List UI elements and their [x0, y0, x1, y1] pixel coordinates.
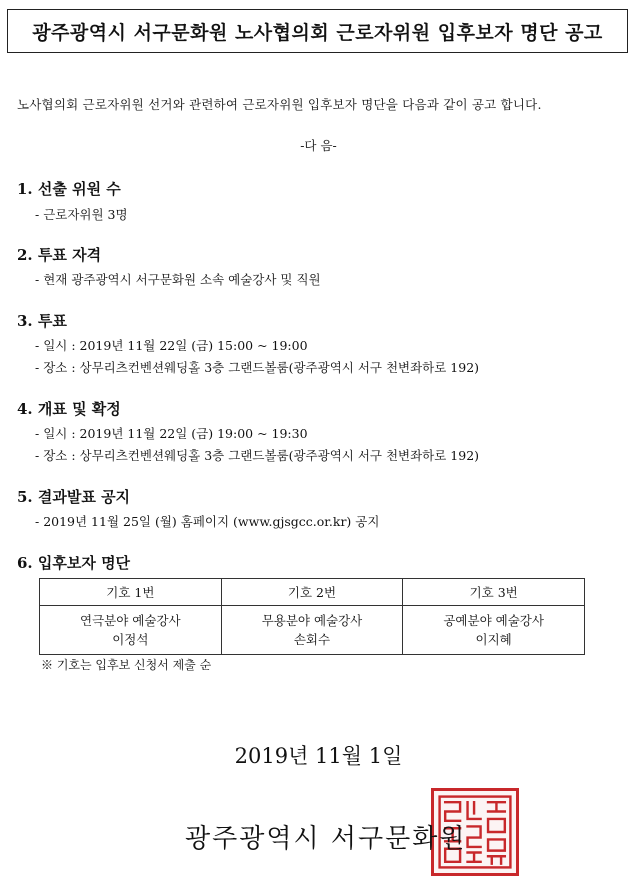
candidate-2-field: 무용분야 예술강사 [261, 613, 363, 628]
candidate-2-name: 손회수 [293, 632, 331, 647]
section-3-line-2: - 장소 : 상무리츠컨벤션웨딩홀 3층 그랜드볼룸(광주광역시 서구 천변좌하로 192) [35, 360, 480, 375]
candidate-2-number: 기호 2번 [221, 579, 403, 606]
document-title: 광주광역시 서구문화원 노사협의회 근로자위원 입후보자 명단 공고 [32, 21, 603, 44]
section-2-line-1: - 현재 광주광역시 서구문화원 소속 예술강사 및 직원 [35, 272, 321, 287]
candidate-3-name: 이지혜 [475, 632, 512, 647]
intro-text: 노사협의회 근로자위원 선거와 관련하여 근로자위원 입후보자 명단을 다음과 같이 공고 합니다. [17, 97, 542, 112]
da-eum-marker: -다 음- [300, 138, 337, 153]
candidate-header-row [40, 579, 585, 606]
organization-name: 광주광역시 서구문화원 [185, 824, 467, 854]
section-2-heading: 2. 투표 자격 [17, 246, 102, 264]
candidate-3-cell [403, 606, 585, 655]
section-3-line-1: - 일시 : 2019년 11월 22일 (금) 15:00 ~ 19:00 [35, 338, 308, 353]
candidate-1-name: 이정석 [112, 632, 149, 647]
candidate-3-number: 기호 3번 [403, 579, 585, 606]
candidate-note: ※ 기호는 입후보 신청서 제출 순 [41, 658, 212, 672]
announcement-date: 2019년 11월 1일 [234, 744, 403, 768]
document-title-box [7, 9, 628, 53]
candidate-1-number: 기호 1번 [40, 579, 222, 606]
section-4-line-1: - 일시 : 2019년 11월 22일 (금) 19:00 ~ 19:30 [35, 426, 308, 441]
candidate-table [39, 578, 585, 655]
candidate-1-cell [40, 606, 222, 655]
candidate-3-field: 공예분야 예술강사 [443, 613, 544, 628]
candidate-2-cell [221, 606, 403, 655]
section-3-heading: 3. 투표 [17, 312, 67, 330]
section-6-heading: 6. 입후보자 명단 [17, 554, 131, 572]
section-1-line-1: - 근로자위원 3명 [35, 207, 128, 222]
section-1-heading: 1. 선출 위원 수 [17, 180, 121, 198]
section-5-heading: 5. 결과발표 공지 [17, 488, 131, 506]
candidate-info-row [40, 606, 585, 655]
candidate-1-field: 연극분야 예술강사 [80, 613, 181, 628]
section-5-line-1: - 2019년 11월 25일 (월) 홈페이지 (www.gjsgcc.or.kr) 공지 [35, 514, 380, 529]
section-4-heading: 4. 개표 및 확정 [17, 400, 121, 418]
section-4-line-2: - 장소 : 상무리츠컨벤션웨딩홀 3층 그랜드볼룸(광주광역시 서구 천변좌하로 192) [35, 448, 480, 463]
